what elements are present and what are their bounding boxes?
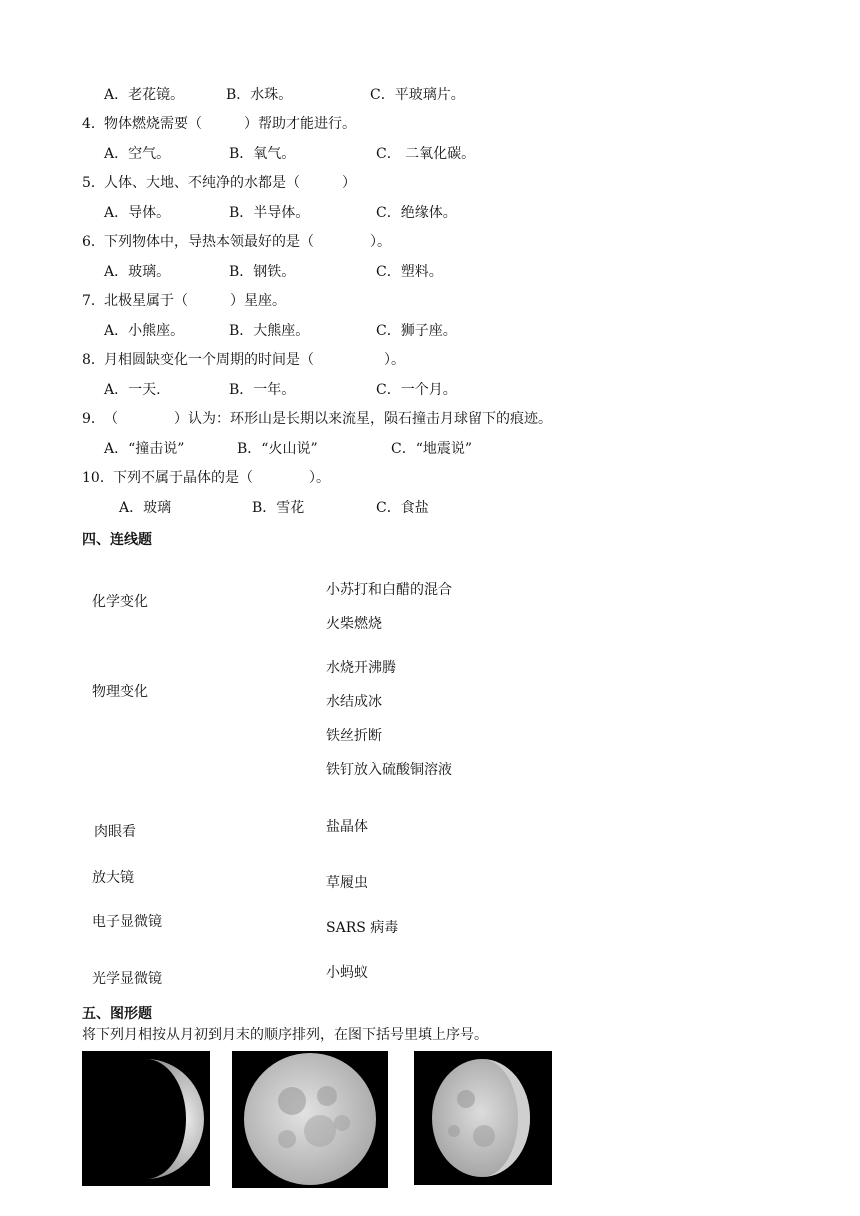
option-c: C．平玻璃片。 xyxy=(370,87,465,103)
option-a: A．老花镜。 xyxy=(104,87,185,103)
match-right-item: 水结成冰 xyxy=(326,694,382,710)
match-right-item: 水烧开沸腾 xyxy=(326,660,396,676)
question-stem: 北极星属于（ ）星座。 xyxy=(104,293,286,309)
option-b: B．雪花 xyxy=(252,500,305,516)
option-b: B．“火山说” xyxy=(237,441,318,457)
option-b: B．氧气。 xyxy=(229,146,296,162)
question-stem: 人体、大地、不纯净的水都是（ ） xyxy=(104,175,356,191)
moon-crescent-image xyxy=(82,1051,210,1186)
question-number: 8． xyxy=(82,352,105,368)
question-number: 7． xyxy=(82,293,105,309)
option-c: C．狮子座。 xyxy=(376,323,457,339)
option-c: C． 二氧化碳。 xyxy=(376,146,476,162)
match-left-magnifier: 放大镜 xyxy=(92,870,134,886)
match-left-eye: 肉眼看 xyxy=(94,824,136,840)
option-b: B．一年。 xyxy=(229,382,296,398)
match-right-item: 草履虫 xyxy=(326,875,368,891)
option-b: B．半导体。 xyxy=(229,205,310,221)
question-number: 10． xyxy=(82,470,114,486)
option-a: A．导体。 xyxy=(104,205,171,221)
section5-title: 五、图形题 xyxy=(82,1006,152,1022)
question-number: 4． xyxy=(82,116,105,132)
match-left-optical-microscope: 光学显微镜 xyxy=(92,971,162,987)
match-right-item: 铁丝折断 xyxy=(326,728,382,744)
section5-instruction: 将下列月相按从月初到月末的顺序排列，在图下括号里填上序号。 xyxy=(82,1027,488,1043)
question-stem: 物体燃烧需要（ ）帮助才能进行。 xyxy=(104,116,356,132)
question-stem: 下列不属于晶体的是（ ）。 xyxy=(113,470,330,486)
question-number: 5． xyxy=(82,175,105,191)
question-stem: （ ）认为：环形山是长期以来流星，陨石撞击月球留下的痕迹。 xyxy=(104,411,552,427)
question-stem: 月相圆缺变化一个周期的时间是（ ）。 xyxy=(104,352,405,368)
match-right-item: 小蚂蚁 xyxy=(326,965,368,981)
option-c: C．塑料。 xyxy=(376,264,443,280)
match-left-physical: 物理变化 xyxy=(92,684,148,700)
option-b: B．大熊座。 xyxy=(229,323,310,339)
match-right-item: 铁钉放入硫酸铜溶液 xyxy=(326,762,452,778)
question-number: 9． xyxy=(82,411,105,427)
match-right-item: 火柴燃烧 xyxy=(326,616,382,632)
match-left-electron-microscope: 电子显微镜 xyxy=(92,914,162,930)
option-c: C．食盐 xyxy=(376,500,429,516)
option-b: B．水珠。 xyxy=(226,87,293,103)
question-number: 6． xyxy=(82,234,105,250)
match-left-chemical: 化学变化 xyxy=(92,594,148,610)
moon-full-image xyxy=(232,1051,388,1188)
section4-title: 四、连线题 xyxy=(82,532,152,548)
option-a: A．一天. xyxy=(104,382,161,398)
option-a: A．玻璃 xyxy=(119,500,172,516)
question-stem: 下列物体中，导热本领最好的是（ ）。 xyxy=(104,234,391,250)
option-c: C．一个月。 xyxy=(376,382,457,398)
option-a: A．小熊座。 xyxy=(104,323,185,339)
match-right-item: SARS 病毒 xyxy=(326,920,399,936)
match-right-item: 盐晶体 xyxy=(326,819,368,835)
moon-gibbous-image xyxy=(414,1051,552,1185)
option-b: B．钢铁。 xyxy=(229,264,296,280)
match-right-item: 小苏打和白醋的混合 xyxy=(326,582,452,598)
option-a: A．玻璃。 xyxy=(104,264,171,280)
option-a: A．“撞击说” xyxy=(104,441,185,457)
option-c: C．绝缘体。 xyxy=(376,205,457,221)
option-a: A．空气。 xyxy=(104,146,171,162)
option-c: C．“地震说” xyxy=(391,441,473,457)
